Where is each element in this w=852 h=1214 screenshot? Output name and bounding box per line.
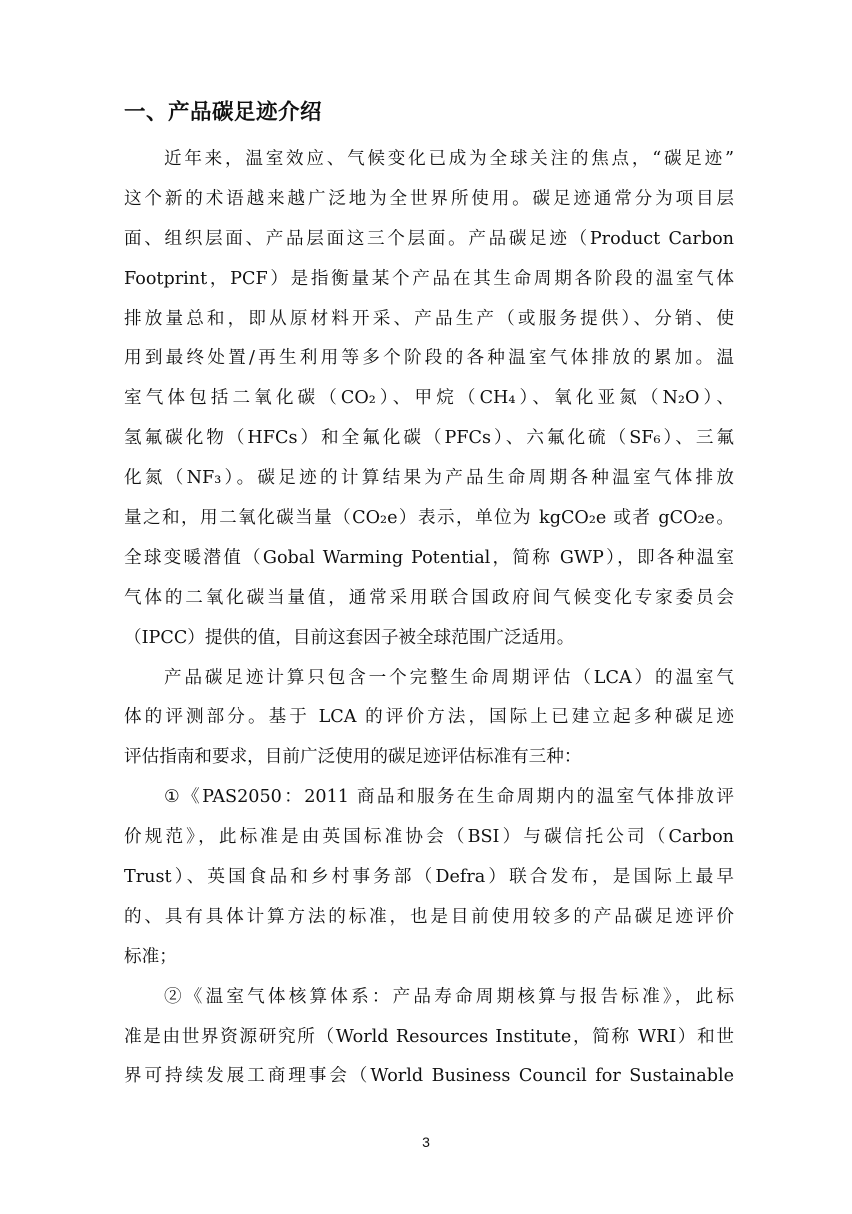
text-line: 的、具有具体计算方法的标准，也是目前使用较多的产品碳足迹评价 bbox=[124, 906, 734, 927]
text-line: ①《PAS2050：2011 商品和服务在生命周期内的温室气体排放评 bbox=[164, 787, 734, 808]
text-line: 这个新的术语越来越广泛地为全世界所使用。碳足迹通常分为项目层 bbox=[124, 188, 734, 209]
page-number: 3 bbox=[422, 1134, 430, 1150]
text-line: 产品碳足迹计算只包含一个完整生命周期评估（LCA）的温室气 bbox=[164, 667, 734, 688]
text-line: （IPCC）提供的值，目前这套因子被全球范围广泛适用。 bbox=[124, 627, 575, 648]
paragraph-pas2050 bbox=[124, 778, 734, 977]
text-line: 面、组织层面、产品层面这三个层面。产品碳足迹（Product Carbon bbox=[124, 228, 734, 249]
text-line: 价规范》，此标准是由英国标准协会（BSI）与碳信托公司（Carbon bbox=[124, 827, 734, 848]
section-heading: 一、产品碳足迹介绍 bbox=[124, 100, 323, 125]
text-line: 全球变暖潜值（Gobal Warming Potential，简称 GWP），即各种温室 bbox=[124, 547, 734, 568]
text-line: 体的评测部分。基于 LCA 的评价方法，国际上已建立起多种碳足迹 bbox=[124, 707, 734, 728]
text-line: 气体的二氧化碳当量值，通常采用联合国政府间气候变化专家委员会 bbox=[124, 587, 734, 608]
paragraph-lca bbox=[124, 659, 734, 779]
paragraph-intro bbox=[124, 140, 734, 659]
text-line: 标准； bbox=[124, 946, 177, 967]
text-line: Footprint，PCF）是指衡量某个产品在其生命周期各阶段的温室气体 bbox=[124, 268, 734, 289]
text-line: 界可持续发展工商理事会（World Business Council for Sustainable bbox=[124, 1066, 734, 1087]
text-line: 室气体包括二氧化碳（CO₂）、甲烷（CH₄）、氧化亚氮（N₂O）、 bbox=[124, 388, 734, 409]
text-line: ②《温室气体核算体系：产品寿命周期核算与报告标准》，此标 bbox=[164, 986, 734, 1007]
paragraph-ghg-protocol bbox=[124, 978, 734, 1098]
text-line: 近年来，温室效应、气候变化已成为全球关注的焦点，“碳足迹” bbox=[164, 149, 734, 169]
text-line: 准是由世界资源研究所（World Resources Institute，简称 WRI）和世 bbox=[124, 1026, 734, 1047]
text-line: 评估指南和要求，目前广泛使用的碳足迹评估标准有三种： bbox=[124, 747, 582, 768]
text-line: 量之和，用二氧化碳当量（CO₂e）表示，单位为 kgCO₂e 或者 gCO₂e。 bbox=[124, 508, 734, 529]
text-line: 化氮（NF₃）。碳足迹的计算结果为产品生命周期各种温室气体排放 bbox=[124, 468, 734, 489]
text-line: 用到最终处置/再生利用等多个阶段的各种温室气体排放的累加。温 bbox=[124, 348, 734, 369]
text-line: 氢氟碳化物（HFCs）和全氟化碳（PFCs）、六氟化硫（SF₆）、三氟 bbox=[124, 428, 734, 449]
document-body bbox=[124, 140, 734, 1097]
text-line: Trust）、英国食品和乡村事务部（Defra）联合发布，是国际上最早 bbox=[124, 867, 734, 888]
text-line: 排放量总和，即从原材料开采、产品生产（或服务提供）、分销、使 bbox=[124, 308, 734, 329]
